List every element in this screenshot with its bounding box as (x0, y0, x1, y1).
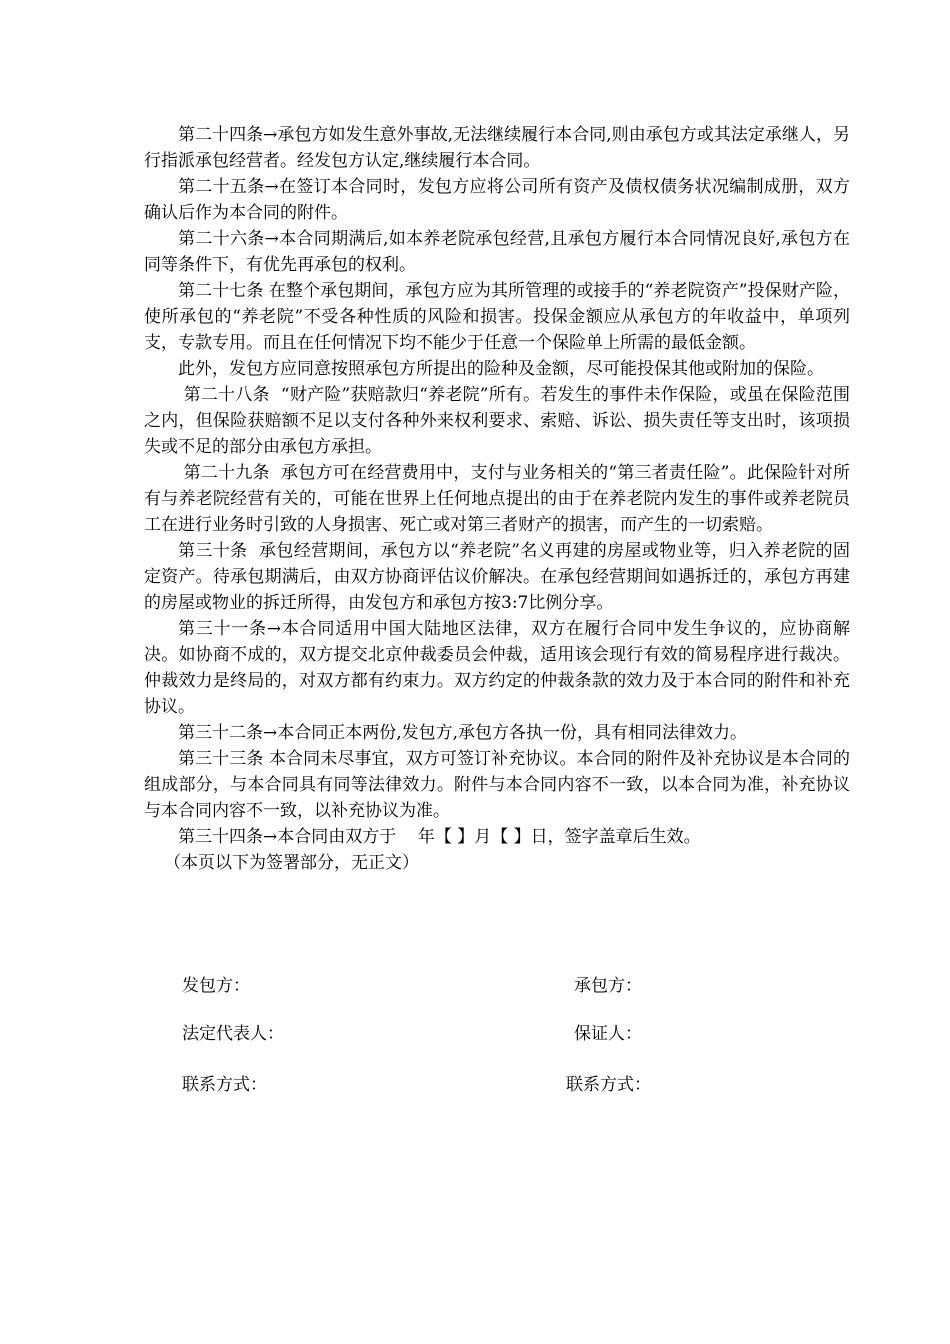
clause-26: 第二十六条→本合同期满后,如本养老院承包经营,且承包方履行本合同情况良好,承包方在同等条件下，有优先再承包的权利。 (144, 229, 850, 275)
legal-rep-label: 法定代表人： (182, 1024, 284, 1044)
clause-29: 第二十九条 承包方可在经营费用中，支付与业务相关的“第三者责任险”。此保险针对所有与养老院经营有关的，可能在世界上任何地点提出的由于在养老院内发生的事件或养老院员工在进行业务时引致的人身损害、死亡或对第三者财产的损害，而产生的一切索赔。 (144, 463, 850, 535)
clause-27-supplement: 此外，发包方应同意按照承包方所提出的险种及金额，尽可能投保其他或附加的保险。 (178, 359, 824, 379)
guarantor-label: 保证人： (574, 1024, 642, 1044)
contact-b-label: 联系方式： (566, 1075, 651, 1095)
contract-body (144, 122, 850, 876)
clause-25: 第二十五条→在签订本合同时，发包方应将公司所有资产及债权债务状况编制成册，双方确认后作为本合同的附件。 (144, 177, 850, 223)
clause-34: 第三十四条→本合同由双方于 年【 】月【 】日，签字盖章后生效。 (178, 827, 701, 847)
clause-31: 第三十一条→本合同适用中国大陆地区法律，双方在履行合同中发生争议的，应协商解决。如协商不成的，双方提交北京仲裁委员会仲裁，适用该会现行有效的简易程序进行裁决。仲裁效力是终局的，对双方都有约束力。双方约定的仲裁条款的效力及于本合同的附件和补充协议。 (144, 619, 850, 717)
clause-28: 第二十八条 “财产险”获赔款归“养老院”所有。若发生的事件未作保险，或虽在保险范围之内，但保险获赔额不足以支付各种外来权利要求、索赔、诉讼、损失责任等支出时，该项损失或不足的部分由承包方承担。 (144, 385, 850, 457)
signature-note: （本页以下为签署部分，无正文） (164, 853, 419, 873)
party-b-label: 承包方： (574, 976, 642, 996)
clause-27: 第二十七条 在整个承包期间，承包方应为其所管理的或接手的“养老院资产”投保财产险，使所承包的“养老院”不受各种性质的风险和损害。投保金额应从承包方的年收益中，单项列支，专款专用。而且在任何情况下均不能少于任意一个保险单上所需的最低金额。 (144, 281, 850, 353)
clause-24: 第二十四条→承包方如发生意外事故,无法继续履行本合同,则由承包方或其法定承继人，另行指派承包经营者。经发包方认定,继续履行本合同。 (144, 125, 850, 171)
clause-32: 第三十二条→本合同正本两份,发包方,承包方各执一份，具有相同法律效力。 (178, 723, 748, 743)
clause-33: 第三十三条 本合同未尽事宜，双方可签订补充协议。本合同的附件及补充协议是本合同的组成部分，与本合同具有同等法律效力。附件与本合同内容不一致，以本合同为准，补充协议与本合同内容不一致，以补充协议为准。 (144, 749, 850, 821)
contact-a-label: 联系方式： (182, 1075, 267, 1095)
clause-30: 第三十条 承包经营期间，承包方以“养老院”名义再建的房屋或物业等，归入养老院的固定资产。待承包期满后，由双方协商评估议价解决。在承包经营期间如遇拆迁的，承包方再建的房屋或物业的拆迁所得，由发包方和承包方按3:7比例分享。 (144, 541, 850, 613)
party-a-label: 发包方： (182, 976, 250, 996)
